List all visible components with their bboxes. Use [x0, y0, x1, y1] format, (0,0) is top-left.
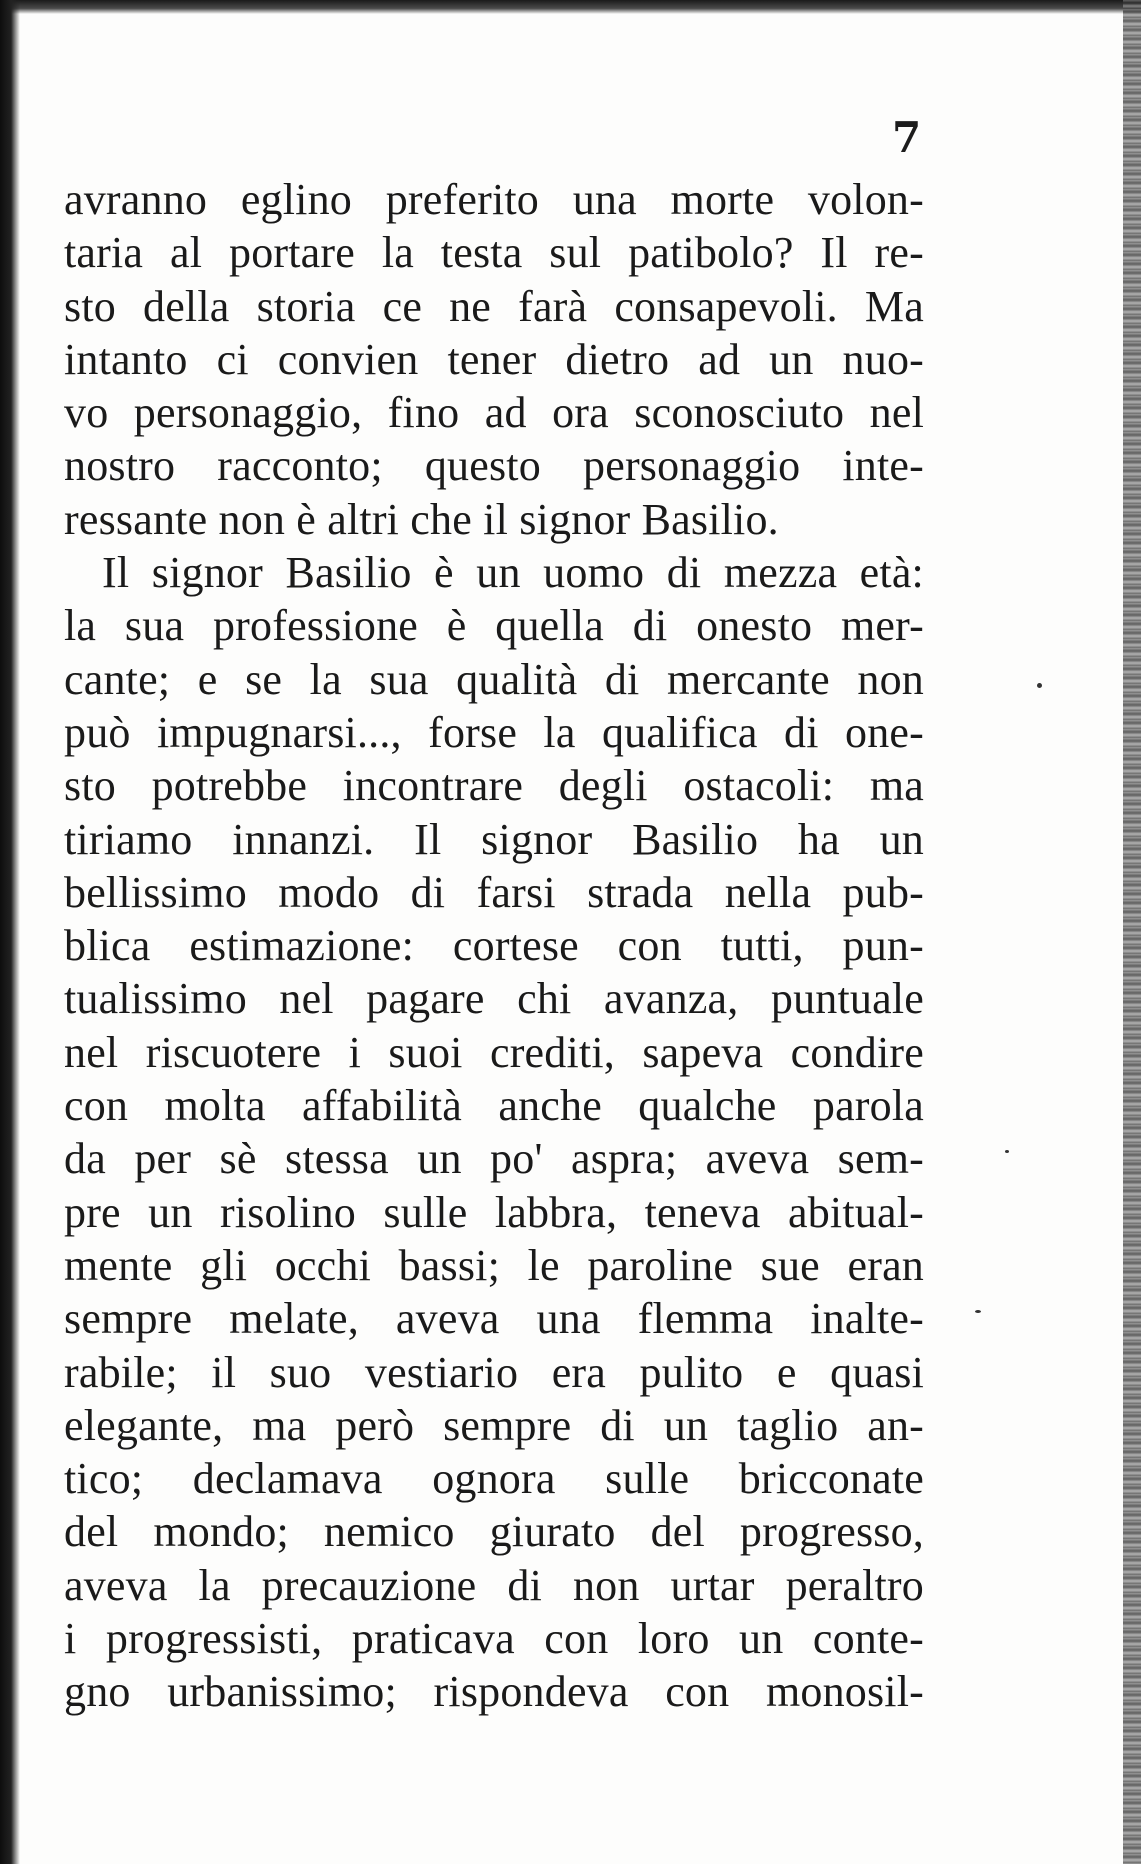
- text-line: cante; e se la sua qualità di mercante non: [64, 654, 924, 704]
- text-line: elegante, ma però sempre di un taglio an-: [64, 1400, 924, 1450]
- text-line: può impugnarsi..., forse la qualifica di one-: [64, 707, 924, 757]
- text-line: i progressisti, praticava con loro un conte-: [64, 1614, 924, 1664]
- text-line: intanto ci convien tener dietro ad un nuo-: [64, 334, 924, 384]
- text-line: aveva la precauzione di non urtar peraltro: [64, 1560, 924, 1610]
- text-line: bellissimo modo di farsi strada nella pub-: [64, 867, 924, 917]
- text-line: blica estimazione: cortese con tutti, pun-: [64, 921, 924, 971]
- text-line: nostro racconto; questo personaggio inte-: [64, 441, 924, 491]
- text-line: ressante non è altri che il signor Basilio.: [64, 494, 779, 544]
- print-speck: [1037, 683, 1042, 688]
- page-right-edge: [1123, 0, 1141, 1864]
- text-line: tualissimo nel pagare chi avanza, puntuale: [64, 974, 924, 1024]
- text-line: sto potrebbe incontrare degli ostacoli: ma: [64, 761, 924, 811]
- text-line: avranno eglino preferito una morte volon-: [64, 175, 924, 224]
- text-line: gno urbanissimo; rispondeva con monosil-: [64, 1667, 924, 1717]
- text-line: Il signor Basilio è un uomo di mezza età:: [102, 548, 924, 598]
- text-line: mente gli occhi bassi; le paroline sue eran: [64, 1240, 924, 1290]
- text-line: taria al portare la testa sul patibolo? Il re-: [64, 228, 924, 278]
- text-line: con molta affabilità anche qualche parola: [64, 1081, 924, 1131]
- body-text: [64, 173, 924, 1719]
- text-line: sto della storia ce ne farà consapevoli. Ma: [64, 281, 924, 331]
- text-line: del mondo; nemico giurato del progresso,: [64, 1507, 924, 1557]
- text-line: pre un risolino sulle labbra, teneva abitual-: [64, 1187, 924, 1237]
- page-number: 7: [892, 113, 922, 162]
- page-binding-edge: [0, 0, 20, 1864]
- print-speck: [1005, 1150, 1009, 1153]
- text-line: tiriamo innanzi. Il signor Basilio ha un: [64, 814, 924, 864]
- text-line: rabile; il suo vestiario era pulito e quasi: [64, 1347, 924, 1397]
- print-speck: [975, 1310, 981, 1313]
- page-top-edge: [0, 0, 1141, 14]
- text-line: nel riscuotere i suoi crediti, sapeva condire: [64, 1027, 924, 1077]
- text-line: da per sè stessa un po' aspra; aveva sem-: [64, 1134, 924, 1184]
- text-line: tico; declamava ognora sulle bricconate: [64, 1454, 924, 1504]
- text-line: sempre melate, aveva una flemma inalte-: [64, 1294, 924, 1344]
- text-line: la sua professione è quella di onesto mer-: [64, 601, 924, 651]
- text-line: vo personaggio, fino ad ora sconosciuto nel: [64, 388, 924, 438]
